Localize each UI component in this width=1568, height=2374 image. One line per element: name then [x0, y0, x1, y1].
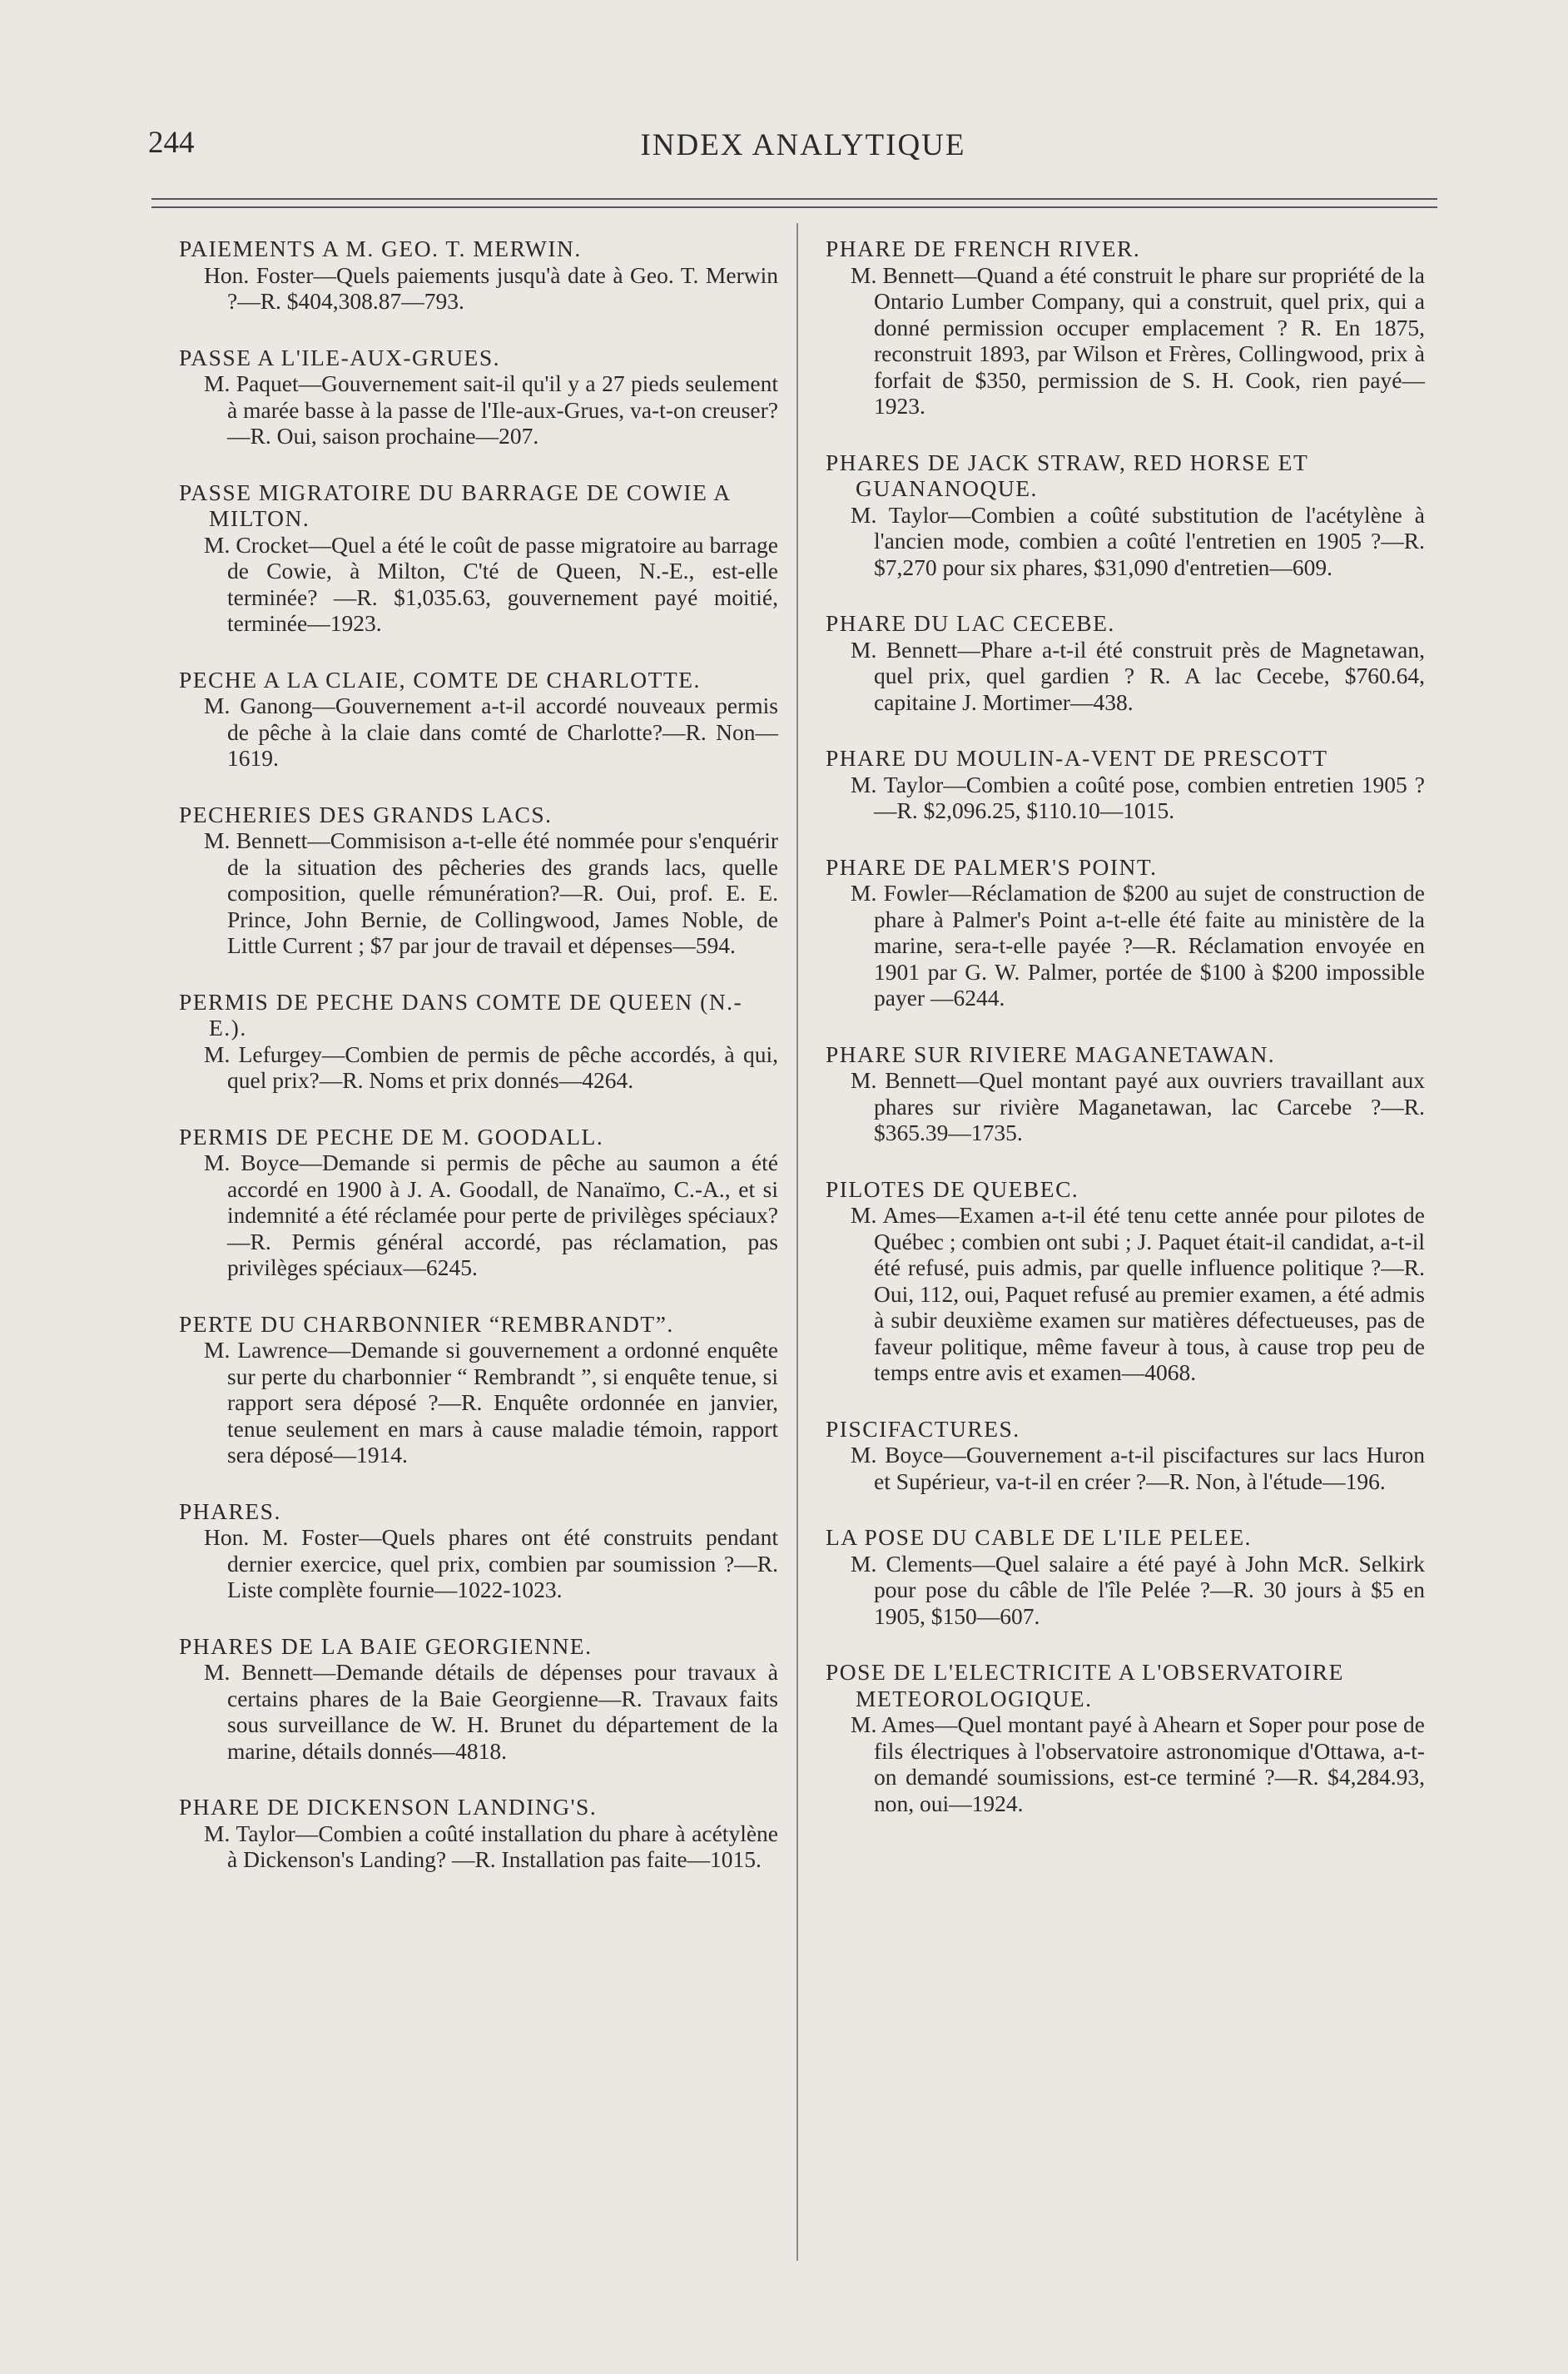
- entry-heading: PHARES.: [179, 1497, 281, 1524]
- entry-heading: PHARE DU LAC CECEBE.: [826, 610, 1115, 636]
- entry-heading: PILOTES DE QUEBEC.: [826, 1175, 1079, 1202]
- index-entry: [826, 1176, 1425, 1386]
- entry-heading: LA POSE DU CABLE DE L'ILE PELEE.: [826, 1524, 1253, 1550]
- page-number: 244: [148, 126, 195, 160]
- entry-heading: PHARE SUR RIVIERE MAGANETAWAN.: [826, 1040, 1276, 1067]
- entry-heading: PERMIS DE PECHE DANS COMTE DE QUEEN (N.-E.).: [179, 988, 743, 1040]
- index-entry: [826, 854, 1425, 1011]
- entry-heading: PHARE DE FRENCH RIVER.: [826, 236, 1141, 261]
- entry-text: M. Lawrence—Demande si gouvernement a ordonné enquête sur perte du charbonnier “ Rembrandt ”, si enquête tenue, si rapport sera déposé ?—R. Enquête ordonnée en janvier, tenue seulement en mars à cause maladie témoin, rapport sera déposé—1914.: [204, 1337, 778, 1468]
- entry-heading: PHARE DE PALMER'S POINT.: [826, 853, 1158, 880]
- index-entry: [826, 236, 1425, 420]
- entry-heading: PHARES DE JACK STRAW, RED HORSE ET GUANANOQUE.: [826, 449, 1308, 501]
- entry-heading: PECHERIES DES GRANDS LACS.: [179, 801, 553, 827]
- entry-text: M. Clements—Quel salaire a été payé à John McR. Selkirk pour pose du câble de l'île Pelée ?—R. 30 jours à $5 en 1905, $150—607.: [851, 1550, 1425, 1629]
- entry-text: M. Bennett—Quel montant payé aux ouvriers travaillant aux phares sur rivière Maganetawan, lac Carcebe ?—R. $365.39—1735.: [851, 1067, 1425, 1145]
- entry-text: M. Boyce—Demande si permis de pêche au saumon a été accordé en 1900 à J. A. Goodall, de Nanaïmo, C.-A., et si indemnité a été réclamée pour perte de privilèges spéciaux?—R. Permis général accordé, pas réclamation, pas privilèges spéciaux—6245.: [204, 1150, 778, 1280]
- entry-heading: PISCIFACTURES.: [826, 1415, 1020, 1442]
- entry-heading: PERTE DU CHARBONNIER “REMBRANDT”.: [179, 1310, 674, 1337]
- entry-text: M. Bennett—Demande détails de dépenses pour travaux à certains phares de la Baie Georgienne—R. Travaux faits sous surveillance de W. H. Brunet du département de la marine, détails donnés—4818.: [204, 1659, 778, 1764]
- entry-heading: PASSE MIGRATOIRE DU BARRAGE DE COWIE A MILTON.: [179, 479, 731, 531]
- index-entry: [826, 1041, 1425, 1146]
- index-entry: [179, 989, 778, 1094]
- entry-text: M. Lefurgey—Combien de permis de pêche accordés, à qui, quel prix?—R. Noms et prix donnés—4264.: [204, 1040, 778, 1093]
- entry-text: M. Bennett—Phare a-t-il été construit près de Magnetawan, quel prix, quel gardien ? R. A lac Cecebe, $760.64, capitaine J. Mortimer—438.: [851, 636, 1425, 715]
- entry-text: M. Paquet—Gouvernement sait-il qu'il y a 27 pieds seulement à marée basse à la passe de l'Ile-aux-Grues, va-t-on creuser? —R. Oui, saison prochaine—207.: [204, 370, 778, 449]
- entry-text: Hon. M. Foster—Quels phares ont été construits pendant dernier exercice, quel prix, combien par soumission ?—R. Liste complète fournie—1022-1023.: [204, 1524, 778, 1602]
- header-rule: [151, 198, 1437, 208]
- entry-text: M. Ames—Quel montant payé à Ahearn et Soper pour pose de fils électriques à l'observatoire astronomique d'Ottawa, a-t-on demandé soumissions, est-ce terminé ?—R. $4,284.93, non, oui—1924.: [851, 1711, 1425, 1816]
- entry-text: M. Taylor—Combien a coûté pose, combien entretien 1905 ?—R. $2,096.25, $110.10—1015.: [851, 771, 1425, 823]
- entry-heading: PERMIS DE PECHE DE M. GOODALL.: [179, 1123, 604, 1150]
- index-entry: [826, 1416, 1425, 1495]
- entry-heading: PHARE DE DICKENSON LANDING'S.: [179, 1794, 598, 1820]
- index-entry: [826, 610, 1425, 715]
- index-entry: [179, 236, 778, 315]
- index-entry: [826, 745, 1425, 824]
- page-title: INDEX ANALYTIQUE: [640, 128, 966, 162]
- column-divider: [796, 223, 798, 2261]
- right-column: [826, 236, 1425, 1846]
- index-entry: [179, 1633, 778, 1765]
- entry-heading: POSE DE L'ELECTRICITE A L'OBSERVATOIRE METEOROLOGIQUE.: [826, 1659, 1344, 1711]
- entry-text: M. Taylor—Combien a coûté installation du phare à acétylène à Dickenson's Landing? —R. Installation pas faite—1015.: [204, 1820, 778, 1872]
- index-entry: [179, 1124, 778, 1281]
- index-entry: [179, 1498, 778, 1603]
- entry-text: M. Ames—Examen a-t-il été tenu cette année pour pilotes de Québec ; combien ont subi ; J. Paquet était-il candidat, a-t-il été refusé, puis admis, par quelle influence politique ?—R. Oui, 112, oui, Paquet refusé au premier examen, a été admis à subir deuxième examen sur matières défectueuses, pas de faveur politique, même faveur à tous, à cause trop peu de temps entre avis et examen—4068.: [851, 1202, 1425, 1385]
- entry-heading: PASSE A L'ILE-AUX-GRUES.: [179, 344, 501, 370]
- index-entry: [179, 1794, 778, 1873]
- entry-heading: PECHE A LA CLAIE, COMTE DE CHARLOTTE.: [179, 666, 701, 693]
- left-column: [179, 236, 778, 1903]
- entry-heading: PAIEMENTS A M. GEO. T. MERWIN.: [179, 236, 582, 261]
- entry-heading: PHARE DU MOULIN-A-VENT DE PRESCOTT: [826, 745, 1328, 771]
- index-entry: [826, 1659, 1425, 1816]
- index-entry: [179, 479, 778, 637]
- entry-text: M. Ganong—Gouvernement a-t-il accordé nouveaux permis de pêche à la claie dans comté de Charlotte?—R. Non—1619.: [204, 693, 778, 771]
- index-entry: [826, 449, 1425, 581]
- index-entry: [179, 345, 778, 449]
- entry-text: M. Crocket—Quel a été le coût de passe migratoire au barrage de Cowie, à Milton, C'té de Queen, N.-E., est-elle terminée? —R. $1,035.63, gouvernement payé moitié, terminée—1923.: [204, 531, 778, 636]
- entry-text: M. Fowler—Réclamation de $200 au sujet de construction de phare à Palmer's Point a-t-elle été faite au ministère de la marine, sera-t-elle payée ?—R. Réclamation envoyée en 1901 par G. W. Palmer, portée de $100 à $200 impossible payer —6244.: [851, 880, 1425, 1011]
- index-entry: [179, 802, 778, 959]
- entry-text: Hon. Foster—Quels paiements jusqu'à date à Geo. T. Merwin ?—R. $404,308.87—793.: [204, 261, 778, 314]
- entry-text: M. Bennett—Quand a été construit le phare sur propriété de la Ontario Lumber Company, qui a construit, quel prix, qui a donné permission occuper emplacement ? R. En 1875, reconstruit 1893, par Wilson et Frères, Collingwood, prix à forfait de $350, permission de S. H. Cook, rien payé—1923.: [851, 261, 1425, 419]
- index-entry: [826, 1524, 1425, 1629]
- entry-text: M. Bennett—Commisison a-t-elle été nommée pour s'enquérir de la situation des pêcheries des grands lacs, quelle composition, quelle rémunération?—R. Oui, prof. E. E. Prince, John Bernie, de Collingwood, James Noble, de Little Current ; $7 par jour de travail et dépenses—594.: [204, 827, 778, 958]
- entry-text: M. Taylor—Combien a coûté substitution de l'acétylène à l'ancien mode, combien a coûté l'entretien en 1905 ?—R. $7,270 pour six phares, $31,090 d'entretien—609.: [851, 501, 1425, 580]
- index-entry: [179, 1311, 778, 1468]
- entry-heading: PHARES DE LA BAIE GEORGIENNE.: [179, 1632, 593, 1659]
- entry-text: M. Boyce—Gouvernement a-t-il piscifactures sur lacs Huron et Supérieur, va-t-il en créer ?—R. Non, à l'étude—196.: [851, 1442, 1425, 1494]
- index-entry: [179, 667, 778, 772]
